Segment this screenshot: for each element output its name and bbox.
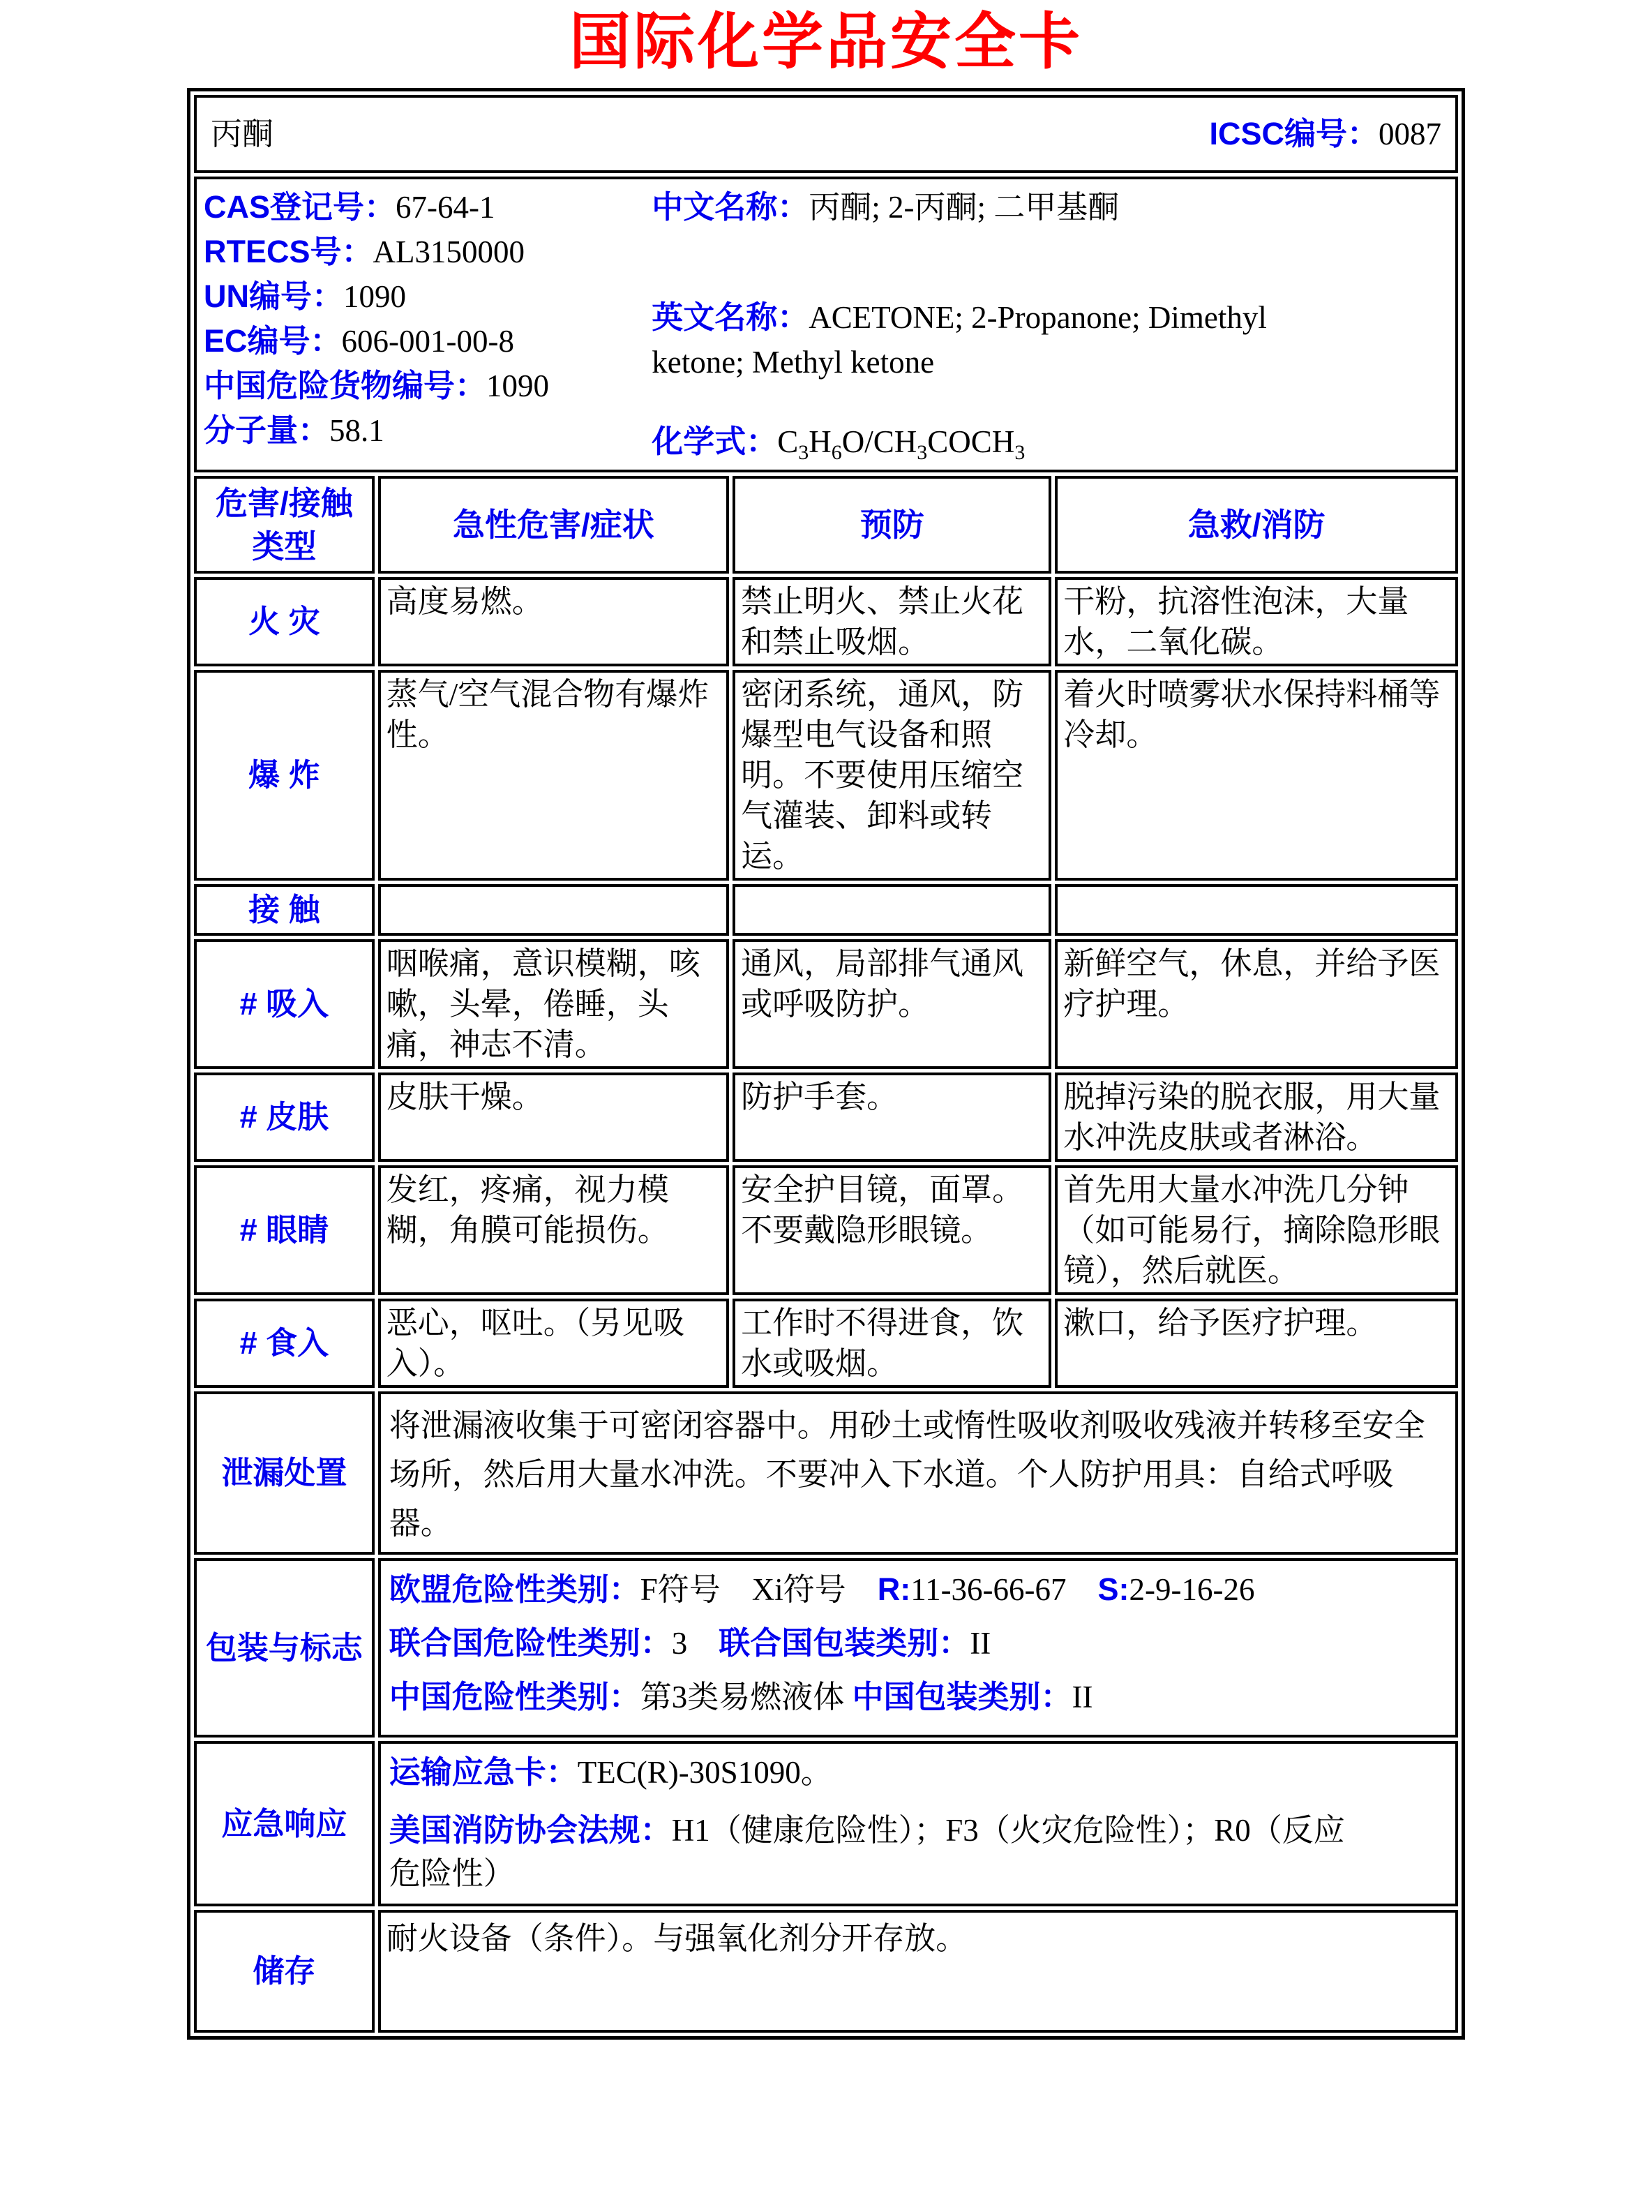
spill-label-cell: 泄漏处置 [194,1391,375,1555]
explosion-response-cell: 着火时喷雾状水保持料桶等冷却。 [1055,670,1458,881]
english-name-label: 英文名称： [652,299,809,335]
skin-type-cell: # 皮肤 [194,1073,375,1162]
cn-hazard-class-label: 中国危险性类别： [389,1679,640,1714]
emergency-row [194,1741,1458,1906]
symptoms-header-cell: 急性危害/症状 [378,476,729,574]
ec-number-line [204,319,652,364]
identifiers-wrap [202,181,1450,468]
emergency-label-cell: 应急响应 [194,1741,375,1906]
chemical-formula-label: 化学式： [652,424,778,459]
ingestion-prevention-cell: 工作时不得进食，饮水或吸烟。 [733,1299,1051,1388]
identifiers-cell [194,177,1458,472]
molecular-weight-line [204,408,652,453]
eu-hazard-class-value: F符号 Xi符号 [640,1572,878,1607]
icsc-number-value: 0087 [1379,117,1441,151]
card-header-bar [202,114,1450,154]
storage-text: 耐火设备（条件）。与强氧化剂分开存放。 [386,1921,968,1956]
inhalation-response-cell: 新鲜空气，休息，并给予医疗护理。 [1055,939,1458,1069]
substance-name: 丙酮 [211,117,274,151]
rtecs-number-value: AL3150000 [373,234,525,269]
chinese-name-label: 中文名称： [652,189,809,225]
nfpa-value: H1（健康危险性）；F3（火灾危险性）；R0（反应危险性） [389,1813,1345,1891]
spill-content-cell [378,1391,1458,1555]
emergency-content [386,1745,1450,1895]
rtecs-number-label: RTECS号： [204,234,373,269]
prevention-header-cell: 预防 [733,476,1051,574]
un-pack-group-label: 联合国包装类别： [719,1625,970,1661]
chemical-formula-value: $C_3H_6O/CH_3COCH_3$ [777,424,1026,464]
eyes-type-cell: # 眼睛 [194,1165,375,1295]
icsc-number-label: ICSC编号： [1209,116,1379,151]
storage-row [194,1910,1458,2033]
s-phrases-label: S: [1097,1571,1129,1607]
card-header-cell [194,95,1458,173]
packaging-label-cell: 包装与标志 [194,1558,375,1738]
china-dg-number-value: 1090 [486,368,550,403]
hazard-type-header-line1: 危害/接触 [215,485,353,521]
hazard-type-header-cell [194,476,375,574]
skin-symptoms-cell: 皮肤干燥。 [378,1073,729,1162]
contact-response-cell [1055,884,1458,936]
china-dg-number-label: 中国危险货物编号： [204,368,487,403]
skin-row [194,1073,1458,1162]
emergency-content-cell [378,1741,1458,1906]
spill-row [194,1391,1458,1555]
china-dg-number-line [204,364,652,408]
chemical-formula-line [652,419,1448,464]
ingestion-type-cell: # 食入 [194,1299,375,1388]
ingestion-response-cell: 漱口，给予医疗护理。 [1055,1299,1458,1388]
un-number-line [204,274,652,319]
eyes-prevention-cell: 安全护目镜，面罩。不要戴隐形眼镜。 [733,1165,1051,1295]
cn-pack-group-value: II [1072,1680,1093,1714]
un-pack-group-value: II [970,1626,991,1661]
cas-number-value: 67-64-1 [396,190,495,225]
fire-row [194,577,1458,666]
response-header-cell: 急救/消防 [1055,476,1458,574]
contact-symptoms-cell [378,884,729,936]
fire-prevention-cell: 禁止明火、禁止火花和禁止吸烟。 [733,577,1051,666]
inhalation-row [194,939,1458,1069]
packaging-content-cell [378,1558,1458,1738]
packaging-content [386,1562,1450,1714]
inhalation-symptoms-cell: 咽喉痛，意识模糊，咳嗽，头晕，倦睡，头痛，神志不清。 [378,939,729,1069]
ec-number-value: 606-001-00-8 [341,324,514,359]
molecular-weight-label: 分子量： [204,412,330,448]
english-name-line [652,295,1335,384]
identifiers-left-column [204,185,652,464]
r-phrases-label: R: [877,1571,911,1607]
contact-prevention-cell [733,884,1051,936]
safety-card-table [187,88,1465,2040]
ec-number-label: EC编号： [204,323,342,359]
explosion-row [194,670,1458,881]
cn-class-line [389,1680,1447,1714]
fire-symptoms-cell: 高度易燃。 [378,577,729,666]
eu-hazard-class-line [389,1572,1447,1607]
eyes-response-cell: 首先用大量水冲洗几分钟（如可能易行，摘除隐形眼镜），然后就医。 [1055,1165,1458,1295]
un-class-line [389,1626,1447,1661]
transport-card-value: TEC(R)-30S1090。 [577,1755,832,1790]
ingestion-symptoms-cell: 恶心，呕吐。（另见吸入）。 [378,1299,729,1388]
skin-response-cell: 脱掉污染的脱衣服，用大量水冲洗皮肤或者淋浴。 [1055,1073,1458,1162]
explosion-symptoms-cell: 蒸气/空气混合物有爆炸性。 [378,670,729,881]
identifiers-right-column [652,185,1448,464]
s-phrases-value: 2-9-16-26 [1129,1572,1255,1607]
un-hazard-class-value: 3 [671,1626,719,1661]
un-number-label: UN编号： [204,278,343,314]
explosion-type-cell: 爆 炸 [194,670,375,881]
nfpa-line [389,1809,1366,1895]
transport-card-label: 运输应急卡： [389,1754,578,1790]
inhalation-prevention-cell: 通风，局部排气通风或呼吸防护。 [733,939,1051,1069]
contact-type-cell: 接 触 [194,884,375,936]
eyes-row [194,1165,1458,1295]
english-name-value: ACETONE; 2-Propanone; Dimethyl ketone; Methyl ketone [652,300,1267,380]
explosion-prevention-cell: 密闭系统，通风，防爆型电气设备和照明。不要使用压缩空气灌装、卸料或转运。 [733,670,1051,881]
eu-hazard-class-label: 欧盟危险性类别： [389,1571,640,1607]
molecular-weight-value: 58.1 [329,413,384,448]
storage-content-cell [378,1910,1458,2033]
rtecs-number-line [204,230,652,274]
nfpa-label: 美国消防协会法规： [389,1812,672,1848]
ingestion-row [194,1299,1458,1388]
storage-label-cell: 储存 [194,1910,375,2033]
skin-prevention-cell: 防护手套。 [733,1073,1051,1162]
page-title: 国际化学品安全卡 [569,7,1083,76]
hazard-header-row [194,476,1458,574]
cas-number-line [204,185,652,230]
fire-response-cell: 干粉，抗溶性泡沫，大量水，二氧化碳。 [1055,577,1458,666]
inhalation-type-cell: # 吸入 [194,939,375,1069]
card-header-row [194,95,1458,173]
eyes-symptoms-cell: 发红，疼痛，视力模糊，角膜可能损伤。 [378,1165,729,1295]
transport-card-line [389,1755,1447,1790]
chinese-name-value: 丙酮; 2-丙酮; 二甲基酮 [809,190,1120,225]
chinese-name-line [652,185,1448,230]
contact-row [194,884,1458,936]
identifiers-row [194,177,1458,472]
hazard-type-header-line2: 类型 [252,528,317,565]
packaging-row [194,1558,1458,1738]
icsc-number-group [1209,114,1441,154]
cn-hazard-class-value: 第3类易燃液体 [640,1680,853,1714]
r-phrases-value: 11-36-66-67 [910,1572,1098,1607]
spill-text: 将泄漏液收集于可密闭容器中。用砂土或惰性吸收剂吸收残液并转移至安全场所，然后用大量水冲洗。不要冲入下水道。个人防护用具：自给式呼吸器。 [389,1408,1425,1541]
cn-pack-group-label: 中国包装类别： [852,1679,1072,1714]
un-number-value: 1090 [343,279,406,314]
cas-number-label: CAS登记号： [204,189,396,225]
fire-type-cell: 火 灾 [194,577,375,666]
un-hazard-class-label: 联合国危险性类别： [389,1625,672,1661]
